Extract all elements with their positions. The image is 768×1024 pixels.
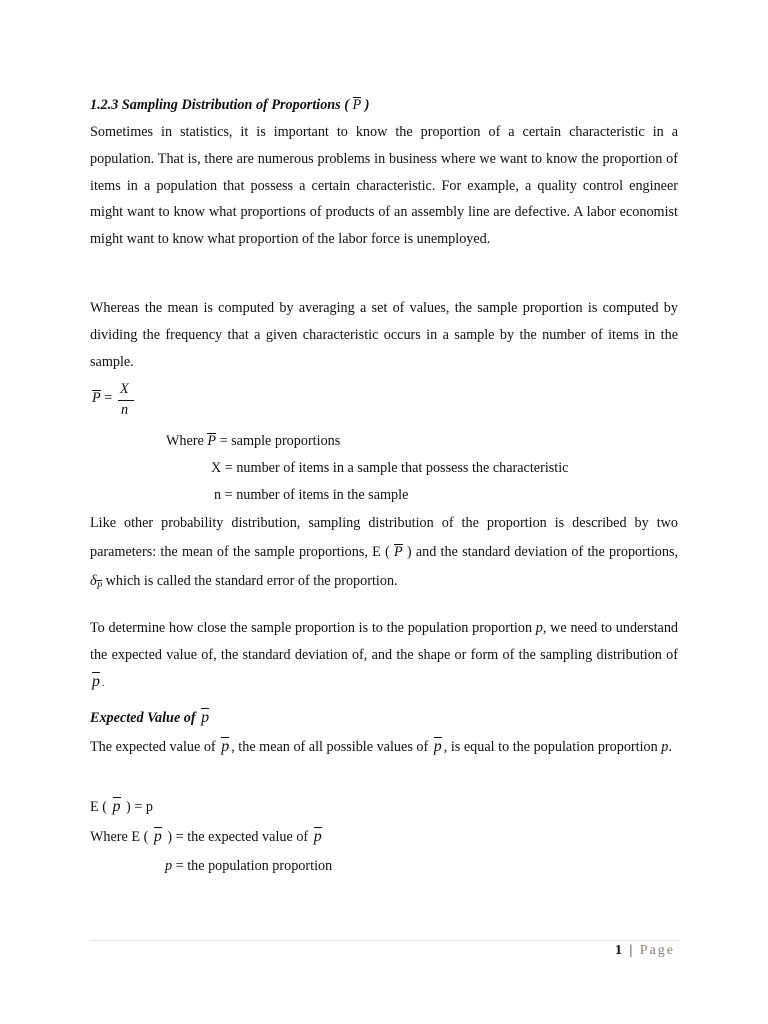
text-run: Where E ( [90, 829, 149, 845]
subheading-text: Expected Value of [90, 710, 196, 726]
text-run: . [668, 739, 672, 755]
where-population-proportion [165, 857, 332, 875]
paragraph-sample-proportion: Whereas the mean is computed by averaging a set of values, the sample proportion is computed by dividing the frequency that a given characteristic occurs in a sample by the number of items in the sample. [90, 300, 678, 370]
text-run: , the mean of all possible values of [231, 739, 429, 755]
section-heading-close: ) [364, 97, 370, 113]
formula-sample-proportion [90, 381, 150, 421]
formula-equals: = [104, 390, 113, 406]
definition-text: = sample proportions [219, 433, 341, 449]
footer-page-label: Page [639, 943, 675, 958]
p-bar-symbol: p [112, 798, 121, 815]
text-run: . [102, 677, 105, 689]
p-symbol: p [535, 620, 543, 636]
formula-lhs: P [92, 390, 101, 406]
formula-numerator: X [120, 381, 129, 397]
sigma-symbol: $\delta_{\overline{P}}$ [90, 573, 103, 591]
page-footer [615, 943, 675, 959]
text-run: ) = p [126, 799, 153, 815]
text-run: which is called the standard error of the proportion. [105, 573, 398, 589]
p-bar-symbol: P [393, 544, 403, 560]
text-run: Like other probability distribution, sampling distribution of the proportion is described by two parameters: the mean of the sample proportions, E ( [90, 515, 678, 560]
equation-expected-value [90, 797, 153, 816]
paragraph-expected-value [90, 733, 678, 762]
fraction-bar [118, 400, 134, 401]
where-expected-value [90, 827, 324, 846]
text-run: , is equal to the population proportion [443, 739, 658, 755]
section-heading-text: 1.2.3 Sampling Distribution of Proportions ( [90, 97, 349, 113]
paragraph-parameters [90, 509, 678, 601]
text-run: , we need to understand the expected value of, the standard deviation of, and the shape or form of the sampling distribution of [90, 620, 679, 663]
p-bar-symbol: p [201, 709, 210, 726]
text-run: ) and the standard deviation of the proportions, [406, 544, 679, 560]
page-number: 1 [614, 943, 624, 958]
p-bar-symbol: p [221, 738, 230, 755]
p-symbol: p [165, 858, 173, 874]
p-bar-symbol: p [433, 738, 442, 755]
footer-separator: | [629, 943, 635, 958]
section-heading [90, 96, 369, 114]
where-definition-1 [166, 432, 340, 450]
sigma-subscript: P [96, 581, 103, 591]
p-symbol: p [661, 739, 669, 755]
paragraph-intro: Sometimes in statistics, it is important to know the proportion of a certain characteristic in a population. That is, there are numerous problems in business where we want to know the proportion of items in a population that possess a certain characteristic. For example, a quality control engineer might want to know what proportions of products of an assembly line are defective. A labor economist might want to know what proportion of the labor force is unemployed. [90, 124, 678, 248]
footer-rule [90, 940, 680, 941]
p-bar-symbol: P [207, 433, 217, 449]
where-definition-3: n = number of items in the sample [214, 487, 409, 503]
p-bar-symbol: P [352, 97, 362, 113]
formula-denominator: n [121, 402, 129, 418]
text-run: E ( [90, 799, 107, 815]
definition-text: = the population proportion [175, 858, 333, 874]
text-run: The expected value of [90, 739, 216, 755]
where-definition-2: X = number of items in a sample that possess the characteristic [211, 460, 569, 476]
text-run: ) = the expected value of [167, 829, 309, 845]
where-label: Where [166, 433, 204, 449]
p-bar-symbol: p [92, 672, 100, 690]
text-run: To determine how close the sample proportion is to the population proportion [90, 620, 533, 636]
p-bar-symbol: p [313, 828, 322, 845]
subheading-expected-value [90, 708, 211, 727]
p-bar-symbol: p [153, 828, 162, 845]
paragraph-how-close [90, 615, 678, 697]
